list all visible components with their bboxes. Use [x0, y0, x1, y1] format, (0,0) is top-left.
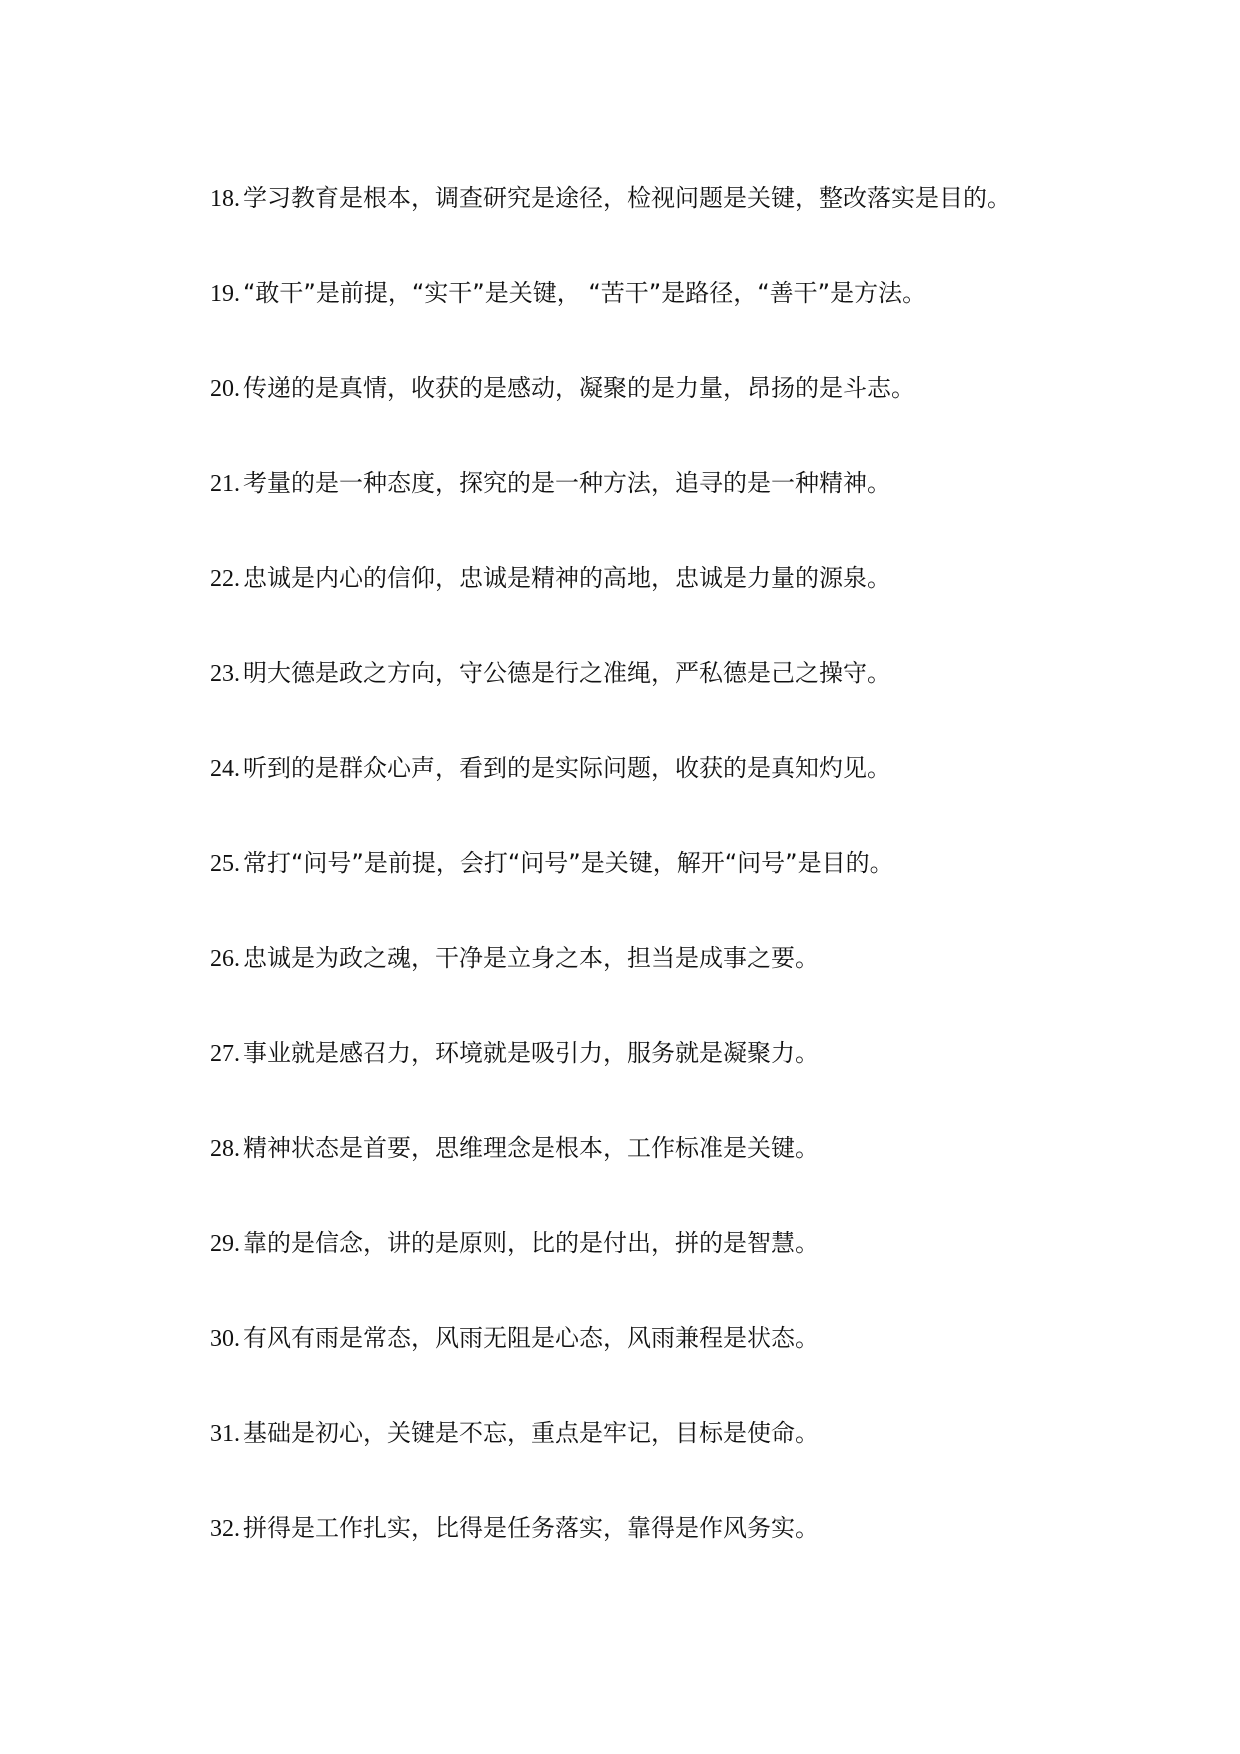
item-text: 明大德是政之方向，守公德是行之准绳，严私德是己之操守。 [243, 659, 891, 687]
item-number: 31. [210, 1421, 240, 1447]
list-item [210, 1128, 1011, 1223]
item-number: 27. [210, 1041, 240, 1067]
item-number: 32. [210, 1516, 240, 1542]
item-text: 传递的是真情，收获的是感动，凝聚的是力量，昂扬的是斗志。 [243, 374, 915, 402]
list-item [210, 748, 1011, 843]
item-list [210, 178, 1011, 1603]
list-item [210, 1223, 1011, 1318]
list-item [210, 653, 1011, 748]
item-text: 常打“问号”是前提，会打“问号”是关键，解开“问号”是目的。 [243, 849, 894, 877]
item-number: 19. [210, 281, 240, 307]
list-item [210, 1508, 1011, 1603]
item-number: 26. [210, 946, 240, 972]
item-text: 拼得是工作扎实，比得是任务落实，靠得是作风务实。 [243, 1514, 819, 1542]
item-number: 29. [210, 1231, 240, 1257]
list-item [210, 368, 1011, 463]
item-text: 听到的是群众心声，看到的是实际问题，收获的是真知灼见。 [243, 754, 891, 782]
item-number: 22. [210, 566, 240, 592]
item-text: 精神状态是首要，思维理念是根本，工作标准是关键。 [243, 1134, 819, 1162]
item-text: 忠诚是内心的信仰，忠诚是精神的高地，忠诚是力量的源泉。 [243, 564, 891, 592]
list-item [210, 463, 1011, 558]
list-item [210, 1318, 1011, 1413]
item-number: 25. [210, 851, 240, 877]
list-item [210, 178, 1011, 273]
list-item [210, 1413, 1011, 1508]
item-number: 24. [210, 756, 240, 782]
item-number: 30. [210, 1326, 240, 1352]
item-text: “敢干”是前提，“实干”是关键， “苦干”是路径，“善干”是方法。 [243, 279, 927, 307]
item-text: 事业就是感召力，环境就是吸引力，服务就是凝聚力。 [243, 1039, 819, 1067]
item-text: 忠诚是为政之魂，干净是立身之本，担当是成事之要。 [243, 944, 819, 972]
list-item [210, 843, 1011, 938]
item-text: 基础是初心，关键是不忘，重点是牢记，目标是使命。 [243, 1419, 819, 1447]
item-number: 28. [210, 1136, 240, 1162]
item-text: 考量的是一种态度，探究的是一种方法，追寻的是一种精神。 [243, 469, 891, 497]
item-number: 20. [210, 376, 240, 402]
item-text: 靠的是信念，讲的是原则，比的是付出，拼的是智慧。 [243, 1229, 819, 1257]
item-number: 18. [210, 186, 240, 212]
list-item [210, 273, 1011, 368]
list-item [210, 558, 1011, 653]
item-text: 学习教育是根本，调查研究是途径，检视问题是关键，整改落实是目的。 [243, 184, 1011, 212]
list-item [210, 938, 1011, 1033]
list-item [210, 1033, 1011, 1128]
item-text: 有风有雨是常态，风雨无阻是心态，风雨兼程是状态。 [243, 1324, 819, 1352]
item-number: 23. [210, 661, 240, 687]
item-number: 21. [210, 471, 240, 497]
